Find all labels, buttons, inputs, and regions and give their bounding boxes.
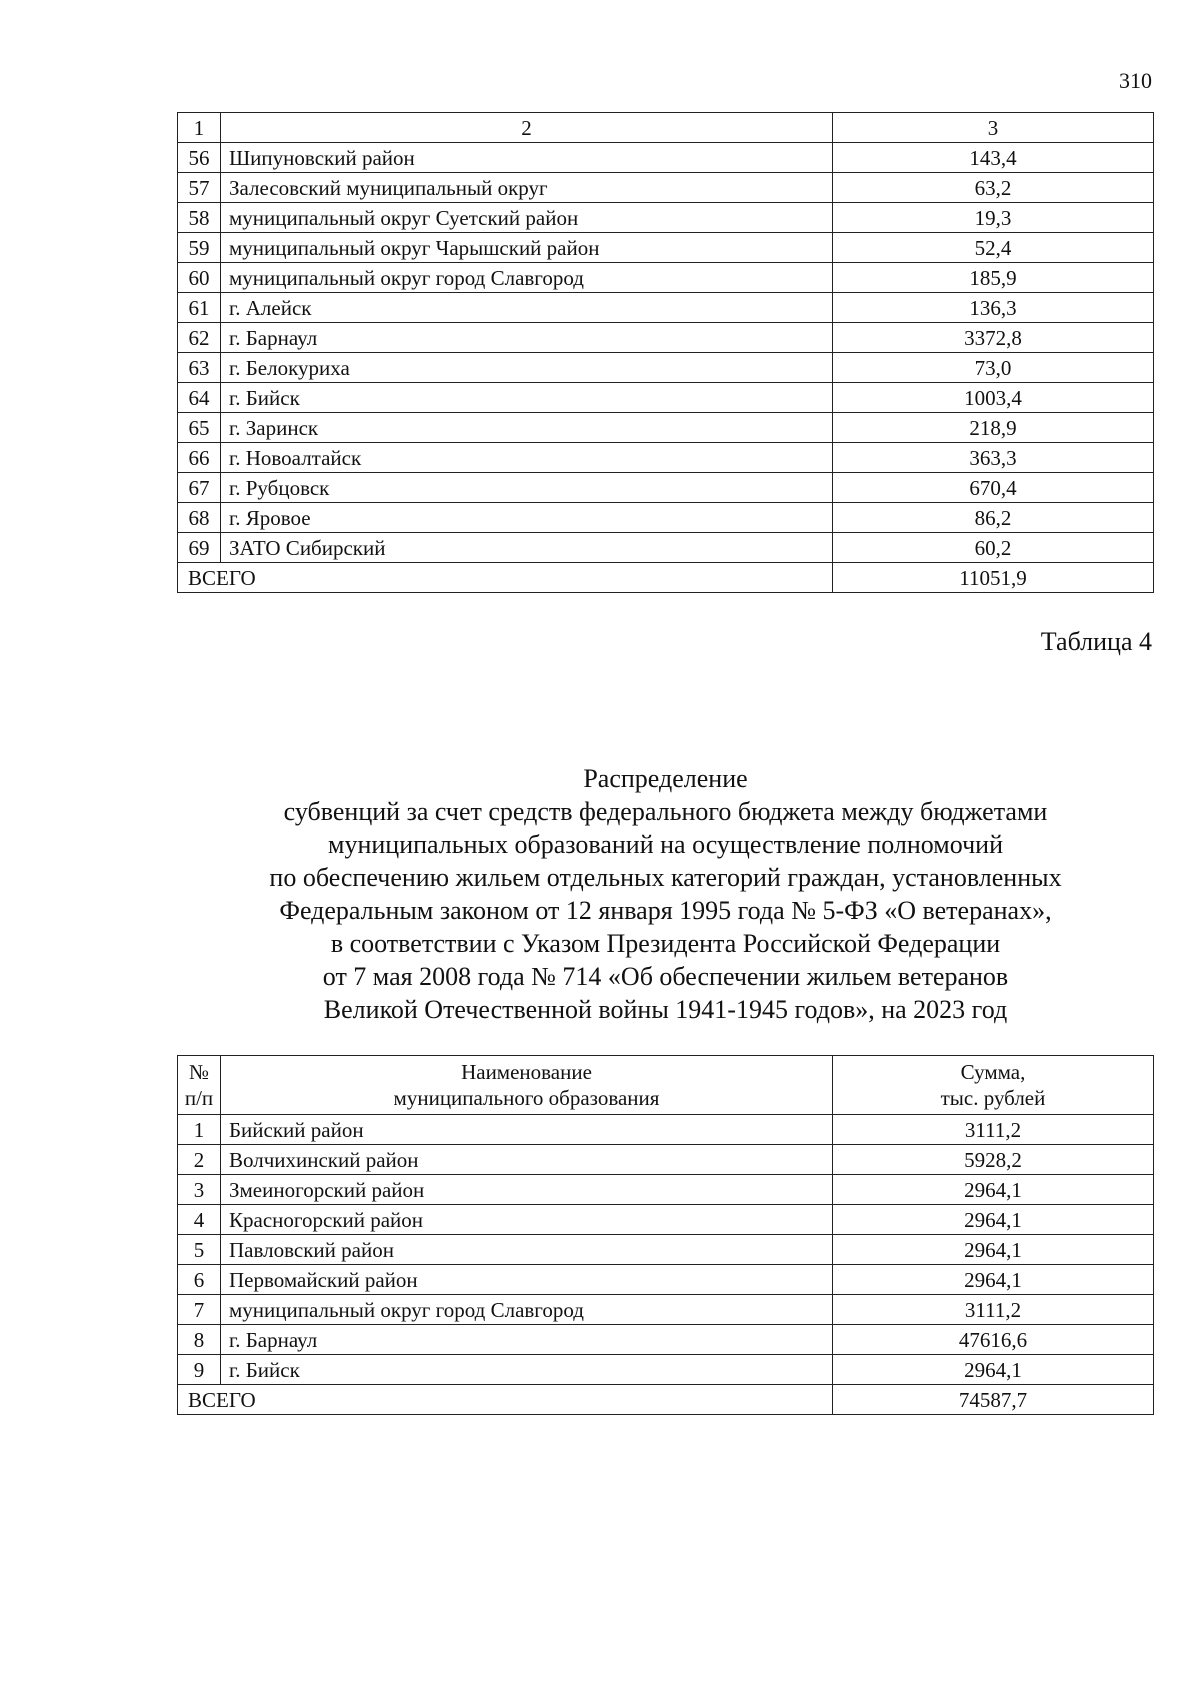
row-number: 59 — [178, 233, 221, 263]
municipality-name: г. Барнаул — [221, 323, 833, 353]
title-line: муниципальных образований на осуществление полномочий — [328, 830, 1003, 859]
page-number: 310 — [1119, 68, 1152, 93]
table-row — [178, 1205, 1154, 1235]
municipality-name: муниципальный округ город Славгород — [221, 1295, 833, 1325]
municipality-name: г. Заринск — [221, 413, 833, 443]
table-header-row — [178, 1056, 1154, 1115]
table-row — [178, 533, 1154, 563]
row-number: 8 — [178, 1325, 221, 1355]
municipality-name: Залесовский муниципальный округ — [221, 173, 833, 203]
amount-value: 2964,1 — [833, 1265, 1154, 1295]
title-line: от 7 мая 2008 года № 714 «Об обеспечении жильем ветеранов — [322, 962, 1009, 991]
row-number: 7 — [178, 1295, 221, 1325]
amount-value: 363,3 — [833, 443, 1154, 473]
amount-value: 218,9 — [833, 413, 1154, 443]
row-number: 69 — [178, 533, 221, 563]
table-row — [178, 143, 1154, 173]
table-row — [178, 443, 1154, 473]
municipality-name: г. Барнаул — [221, 1325, 833, 1355]
header-line: Наименование — [461, 1060, 592, 1084]
municipality-name: г. Алейск — [221, 293, 833, 323]
municipality-name: г. Яровое — [221, 503, 833, 533]
table-caption: Таблица 4 — [1040, 627, 1152, 656]
amount-value: 2964,1 — [833, 1205, 1154, 1235]
municipality-name: Бийский район — [221, 1115, 833, 1145]
row-number: 57 — [178, 173, 221, 203]
title-line: Распределение — [583, 764, 748, 793]
row-number: 6 — [178, 1265, 221, 1295]
title-line: в соответствии с Указом Президента Российской Федерации — [330, 929, 1001, 958]
subvention-table-veterans — [177, 1055, 1154, 1415]
amount-value: 143,4 — [833, 143, 1154, 173]
amount-value: 63,2 — [833, 173, 1154, 203]
title-line: по обеспечению жильем отдельных категорий граждан, установленных — [269, 863, 1062, 892]
table-row — [178, 1175, 1154, 1205]
municipality-name: ЗАТО Сибирский — [221, 533, 833, 563]
table-row — [178, 1265, 1154, 1295]
row-number: 62 — [178, 323, 221, 353]
amount-value: 3111,2 — [833, 1115, 1154, 1145]
table-row — [178, 473, 1154, 503]
table-row — [178, 383, 1154, 413]
table-row — [178, 263, 1154, 293]
row-number: 4 — [178, 1205, 221, 1235]
title-line: субвенций за счет средств федерального бюджета между бюджетами — [283, 797, 1048, 826]
row-number: 1 — [178, 1115, 221, 1145]
table-title — [177, 762, 1154, 1026]
municipality-name: Красногорский район — [221, 1205, 833, 1235]
row-number: 65 — [178, 413, 221, 443]
amount-value: 86,2 — [833, 503, 1154, 533]
amount-value: 2964,1 — [833, 1355, 1154, 1385]
table-row — [178, 203, 1154, 233]
table-row — [178, 1235, 1154, 1265]
header-line: № — [188, 1060, 210, 1084]
municipality-name: г. Бийск — [221, 1355, 833, 1385]
title-line: Федеральным законом от 12 января 1995 года № 5-ФЗ «О ветеранах», — [279, 896, 1052, 925]
table-row — [178, 1115, 1154, 1145]
table-row — [178, 1325, 1154, 1355]
header-sum — [833, 1056, 1154, 1115]
row-number: 56 — [178, 143, 221, 173]
column-number-3: 3 — [833, 113, 1154, 143]
table-row — [178, 173, 1154, 203]
municipality-name: г. Рубцовск — [221, 473, 833, 503]
municipality-name: муниципальный округ город Славгород — [221, 263, 833, 293]
amount-value: 136,3 — [833, 293, 1154, 323]
table-row — [178, 353, 1154, 383]
table-row — [178, 503, 1154, 533]
row-number: 58 — [178, 203, 221, 233]
header-line: муниципального образования — [393, 1086, 660, 1110]
row-number: 61 — [178, 293, 221, 323]
table-row — [178, 233, 1154, 263]
total-label: ВСЕГО — [178, 1385, 833, 1415]
column-number-2: 2 — [221, 113, 833, 143]
municipality-name: Змеиногорский район — [221, 1175, 833, 1205]
row-number: 60 — [178, 263, 221, 293]
table-header-row — [178, 113, 1154, 143]
table-row — [178, 1355, 1154, 1385]
municipality-name: г. Бийск — [221, 383, 833, 413]
municipality-name: Шипуновский район — [221, 143, 833, 173]
row-number: 63 — [178, 353, 221, 383]
table-row — [178, 1145, 1154, 1175]
total-row — [178, 563, 1154, 593]
subvention-table-continued — [177, 112, 1154, 593]
amount-value: 1003,4 — [833, 383, 1154, 413]
row-number: 9 — [178, 1355, 221, 1385]
municipality-name: муниципальный округ Чарышский район — [221, 233, 833, 263]
municipality-name: Павловский район — [221, 1235, 833, 1265]
row-number: 3 — [178, 1175, 221, 1205]
amount-value: 185,9 — [833, 263, 1154, 293]
municipality-name: муниципальный округ Суетский район — [221, 203, 833, 233]
column-number-1: 1 — [178, 113, 221, 143]
row-number: 66 — [178, 443, 221, 473]
table-row — [178, 293, 1154, 323]
amount-value: 2964,1 — [833, 1235, 1154, 1265]
amount-value: 52,4 — [833, 233, 1154, 263]
header-number — [178, 1056, 221, 1115]
amount-value: 3111,2 — [833, 1295, 1154, 1325]
amount-value: 73,0 — [833, 353, 1154, 383]
row-number: 68 — [178, 503, 221, 533]
amount-value: 5928,2 — [833, 1145, 1154, 1175]
row-number: 2 — [178, 1145, 221, 1175]
municipality-name: г. Белокуриха — [221, 353, 833, 383]
amount-value: 60,2 — [833, 533, 1154, 563]
header-name — [221, 1056, 833, 1115]
row-number: 64 — [178, 383, 221, 413]
amount-value: 19,3 — [833, 203, 1154, 233]
total-value: 11051,9 — [833, 563, 1154, 593]
header-line: п/п — [184, 1086, 214, 1110]
total-label: ВСЕГО — [178, 563, 833, 593]
header-line: тыс. рублей — [940, 1086, 1046, 1110]
amount-value: 3372,8 — [833, 323, 1154, 353]
row-number: 67 — [178, 473, 221, 503]
municipality-name: Волчихинский район — [221, 1145, 833, 1175]
table-row — [178, 1295, 1154, 1325]
table-row — [178, 413, 1154, 443]
amount-value: 670,4 — [833, 473, 1154, 503]
title-line: Великой Отечественной войны 1941-1945 годов», на 2023 год — [323, 995, 1008, 1024]
amount-value: 2964,1 — [833, 1175, 1154, 1205]
header-line: Сумма, — [960, 1060, 1026, 1084]
total-row — [178, 1385, 1154, 1415]
table-row — [178, 323, 1154, 353]
municipality-name: г. Новоалтайск — [221, 443, 833, 473]
row-number: 5 — [178, 1235, 221, 1265]
total-value: 74587,7 — [833, 1385, 1154, 1415]
amount-value: 47616,6 — [833, 1325, 1154, 1355]
municipality-name: Первомайский район — [221, 1265, 833, 1295]
